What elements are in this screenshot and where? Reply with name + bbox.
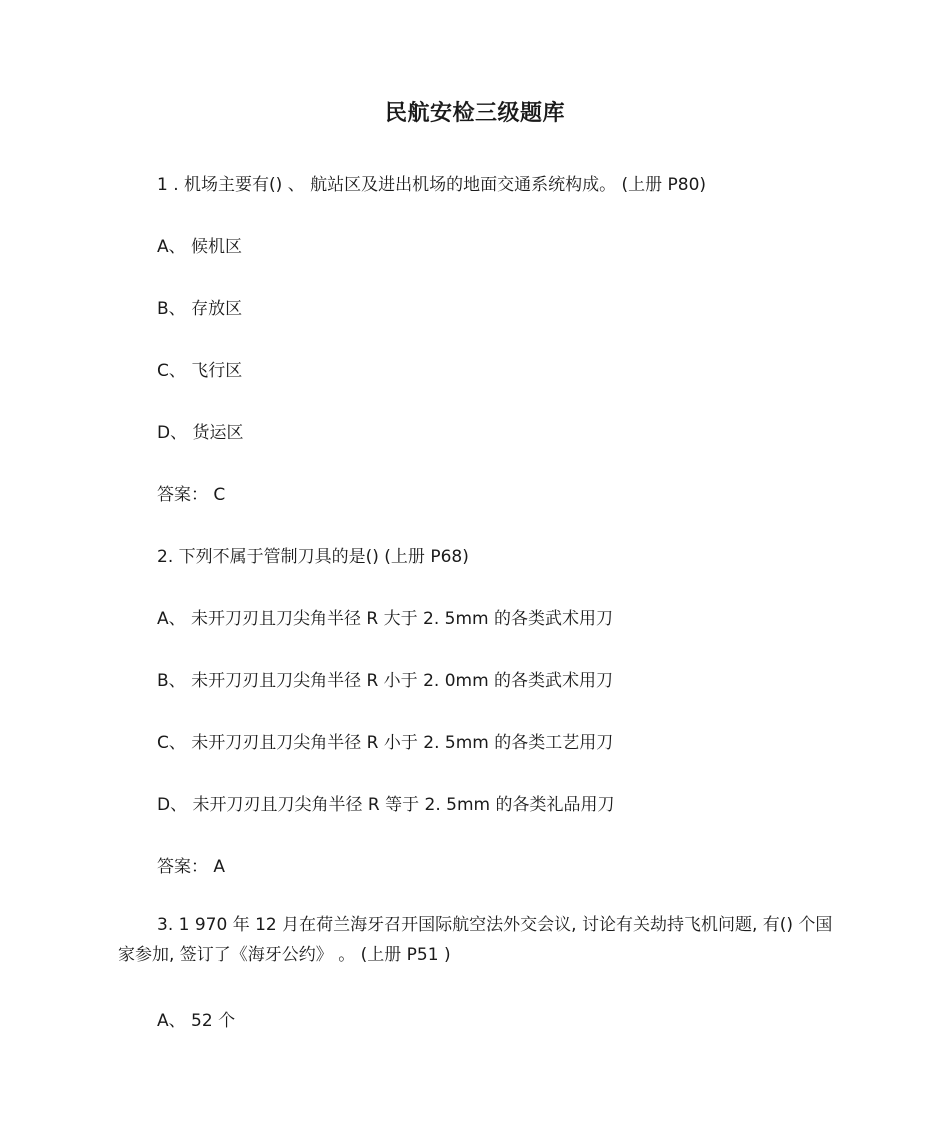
q1-option-d: D、 货运区 <box>157 423 244 443</box>
q1-option-a: A、 候机区 <box>157 237 243 257</box>
q1-option-b: B、 存放区 <box>157 299 243 319</box>
q1-answer: 答案： C <box>157 485 226 505</box>
q2-option-a: A、 未开刀刃且刀尖角半径 R 大于 2. 5mm 的各类武术用刀 <box>157 609 614 629</box>
q1-stem: 1 . 机场主要有() 、 航站区及进出机场的地面交通系统构成。 (上册 P80) <box>157 175 707 195</box>
q3-option-a: A、 52 个 <box>157 1011 236 1031</box>
q2-stem: 2. 下列不属于管制刀具的是() (上册 P68) <box>157 547 469 567</box>
document-title: 民航安检三级题库 <box>384 101 565 126</box>
q2-option-d: D、 未开刀刃且刀尖角半径 R 等于 2. 5mm 的各类礼品用刀 <box>157 795 615 815</box>
q2-option-c: C、 未开刀刃且刀尖角半径 R 小于 2. 5mm 的各类工艺用刀 <box>157 733 614 753</box>
q2-option-b: B、 未开刀刃且刀尖角半径 R 小于 2. 0mm 的各类武术用刀 <box>157 671 614 691</box>
q2-answer: 答案： A <box>157 857 226 877</box>
q1-option-c: C、 飞行区 <box>157 361 243 381</box>
q3-stem: 3. 1 970 年 12 月在荷兰海牙召开国际航空法外交会议, 讨论有关劫持飞机问题, 有() 个国家参加, 签订了《海牙公约》 。 (上册 P51 ) <box>118 915 833 965</box>
